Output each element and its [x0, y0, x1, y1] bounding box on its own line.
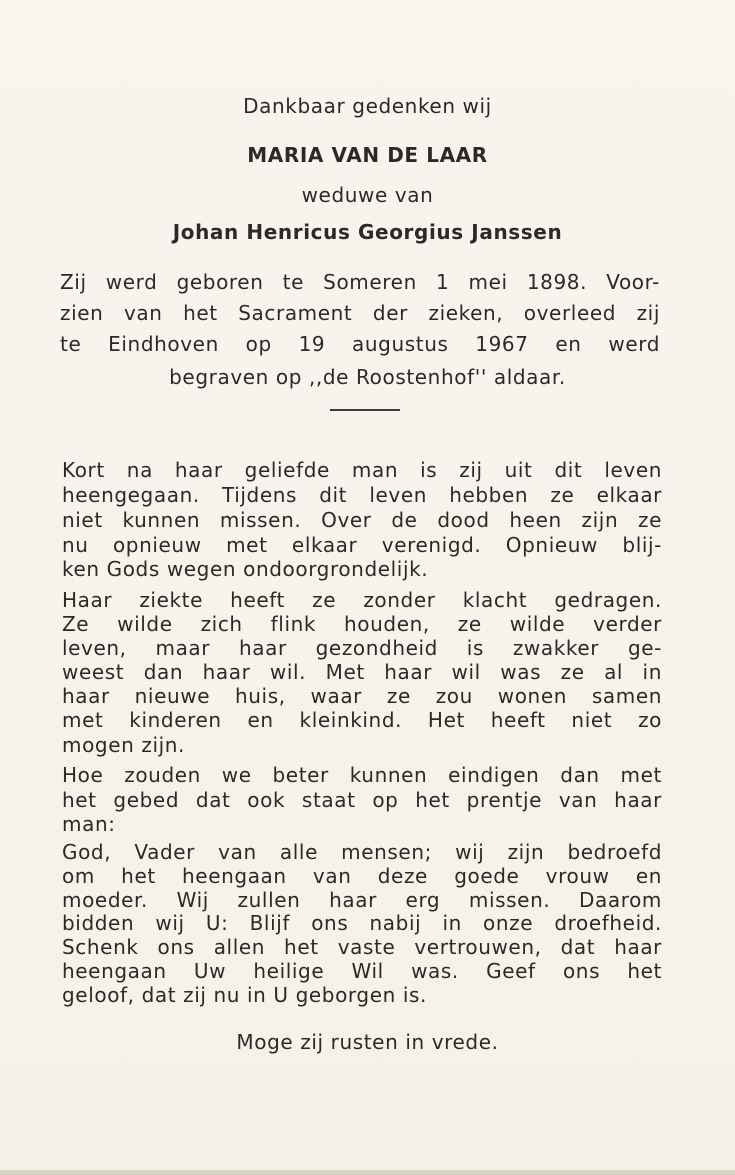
divider	[330, 409, 400, 411]
prayer-line: heengaan Uw heilige Wil was. Geef ons het	[62, 959, 662, 983]
biography-line: Zij werd geboren te Someren 1 mei 1898. Voor-	[60, 270, 660, 294]
prayer-line: God, Vader van alle mensen; wij zijn bedroefd	[62, 840, 662, 864]
prayer-line: geloof, dat zij nu in U geborgen is.	[62, 983, 427, 1007]
text-line: niet kunnen missen. Over de dood heen zijn ze	[62, 508, 662, 532]
spouse-name: Johan Henricus Georgius Janssen	[172, 220, 563, 244]
prayer-line: bidden wij U: Blijf ons nabij in onze droefheid.	[62, 911, 662, 935]
intro-line: Dankbaar gedenken wij	[243, 94, 492, 118]
text-line: met kinderen en kleinkind. Het heeft niet zo	[62, 708, 662, 732]
text-line: heengegaan. Tijdens dit leven hebben ze elkaar	[62, 483, 662, 507]
prayer-line: om het heengaan van deze goede vrouw en	[62, 864, 662, 888]
text-line: ken Gods wegen ondoorgrondelijk.	[62, 557, 429, 581]
text-line: leven, maar haar gezondheid is zwakker ge-	[62, 636, 662, 660]
text-line: Haar ziekte heeft ze zonder klacht gedragen.	[62, 588, 662, 612]
deceased-name: MARIA VAN DE LAAR	[247, 143, 488, 167]
text-line: Kort na haar geliefde man is zij uit dit leven	[62, 458, 662, 482]
text-line: het gebed dat ook staat op het prentje van haar	[62, 788, 662, 812]
prayer-line: Schenk ons allen het vaste vertrouwen, dat haar	[62, 935, 662, 959]
relation-line: weduwe van	[301, 183, 434, 207]
biography-line: te Eindhoven op 19 augustus 1967 en werd	[60, 332, 660, 356]
text-line: mogen zijn.	[62, 733, 185, 757]
biography-line: zien van het Sacrament der zieken, overleed zij	[60, 301, 660, 325]
text-line: nu opnieuw met elkaar verenigd. Opnieuw blij-	[62, 533, 662, 557]
text-line: Ze wilde zich flink houden, ze wilde verder	[62, 612, 662, 636]
closing-line: Moge zij rusten in vrede.	[236, 1030, 499, 1054]
text-line: haar nieuwe huis, waar ze zou wonen samen	[62, 684, 662, 708]
text-line: man:	[62, 812, 116, 836]
text-line: Hoe zouden we beter kunnen eindigen dan met	[62, 763, 662, 787]
text-line: weest dan haar wil. Met haar wil was ze al in	[62, 660, 662, 684]
biography-line: begraven op ,,de Roostenhof'' aldaar.	[169, 365, 566, 389]
prayer-line: moeder. Wij zullen haar erg missen. Daarom	[62, 888, 662, 912]
